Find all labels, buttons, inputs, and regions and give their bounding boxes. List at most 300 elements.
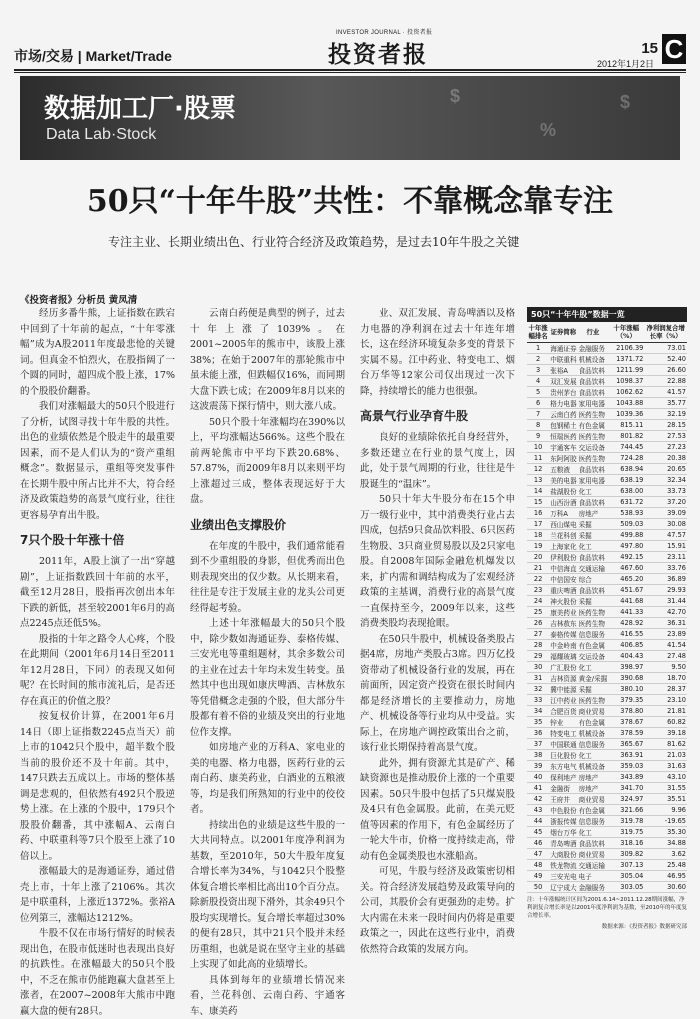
paragraph: 云南白药便是典型的例子，过去十年上涨了1039%。在2001~2005年的熊市中，该股上涨38%；在始于2007年的那轮熊市中虽未能上涨，但跌幅仅16%，而同期大盘下跌七成；在2009年8月以来的这波震荡下探行情中，则大涨八成。 (190, 306, 345, 415)
table-cell: 319.75 (608, 827, 644, 838)
table-row (527, 750, 687, 761)
table-row (527, 871, 687, 882)
table-cell: 医药生物 (578, 431, 609, 442)
table-cell: 18 (527, 530, 549, 541)
table-cell: 499.88 (608, 530, 644, 541)
table-cell: 20.65 (644, 464, 687, 475)
table-cell: 万科A (549, 508, 577, 519)
table-row (527, 673, 687, 684)
table-cell: 有色金属 (578, 420, 609, 431)
newspaper-masthead: 投资者报 (328, 36, 428, 69)
table-cell: 康美药业 (549, 607, 577, 618)
table-row (527, 442, 687, 453)
table-cell: 东阿阿胶 (549, 453, 577, 464)
table-cell: 食品饮料 (578, 838, 609, 849)
article-column-1 (20, 306, 175, 1019)
table-cell: 38 (527, 750, 549, 761)
table-row (527, 739, 687, 750)
table-row (527, 684, 687, 695)
table-cell: 化工 (578, 750, 609, 761)
table-cell: 42.70 (644, 607, 687, 618)
table-row (527, 464, 687, 475)
table-cell: 73.01 (644, 343, 687, 354)
table-cell: 中信国安 (549, 574, 577, 585)
table-cell: 家用电器 (578, 475, 609, 486)
table-row (527, 552, 687, 563)
paragraph: 50只十年大牛股分布在15个申万一级行业中，其中消费类行业占去四成，包括9只食品饮料股、6只医药生物股、3只商业贸易股以及2只家电股。自2008年国际金融危机爆发以来，扩内需和调结构成为了宏观经济政策的主基调，消费行业的高景气度一直保持至今，2009年以来，这些消费类股均表现抢眼。 (360, 492, 515, 632)
table-cell: 有色金属 (578, 805, 609, 816)
table-cell: 三安光电 (549, 871, 577, 882)
table-header-row (527, 322, 687, 343)
table-row (527, 783, 687, 794)
table-cell: 6 (527, 398, 549, 409)
table-row (527, 629, 687, 640)
table-cell: 324.97 (608, 794, 644, 805)
table-cell: 467.60 (608, 563, 644, 574)
table-row (527, 596, 687, 607)
table-row (527, 519, 687, 530)
table-cell: 东方电气 (549, 761, 577, 772)
section-heading: 7只个股十年涨十倍 (20, 531, 175, 548)
table-title: 50只“十年牛股”数据一览 (527, 307, 687, 322)
table-cell: 303.05 (608, 882, 644, 893)
table-cell: 43 (527, 805, 549, 816)
table-row (527, 607, 687, 618)
table-cell: 中金岭南 (549, 640, 577, 651)
column-header: 证券简称 (549, 322, 577, 343)
table-cell: 27 (527, 629, 549, 640)
paragraph: 业、双汇发展、青岛啤酒以及格力电器的净利润在过去十年连年增长，这在经济环境复杂多变的背景下实属不易。江中药业、特变电工、烟台万华等12家公司仅出现过一次下降，持续增长的能力也很强。 (360, 306, 515, 399)
table-cell: 378.80 (608, 706, 644, 717)
table-row (527, 530, 687, 541)
table-cell: 宇通客车 (549, 442, 577, 453)
table-cell: 12 (527, 464, 549, 475)
table-cell: 食品饮料 (578, 387, 609, 398)
table-cell: 32 (527, 684, 549, 695)
table-cell: 365.67 (608, 739, 644, 750)
table-cell: 801.82 (608, 431, 644, 442)
table-cell: 34.88 (644, 838, 687, 849)
table-cell: 2 (527, 354, 549, 365)
table-cell: 吉林资源 (549, 673, 577, 684)
table-cell: 9 (527, 431, 549, 442)
table-cell: 青岛啤酒 (549, 838, 577, 849)
table-cell: 36.89 (644, 574, 687, 585)
table-row (527, 706, 687, 717)
table-cell: 428.92 (608, 618, 644, 629)
table-cell: 17 (527, 519, 549, 530)
table-cell: 交运设备 (578, 651, 609, 662)
table-cell: 2106.39 (608, 343, 644, 354)
table-cell: 中信海直 (549, 563, 577, 574)
table-cell: 有色金属 (578, 717, 609, 728)
table-row (527, 475, 687, 486)
table-cell: 48 (527, 860, 549, 871)
table-cell: 31.63 (644, 761, 687, 772)
table-row (527, 508, 687, 519)
column-header: 行业 (578, 322, 609, 343)
paragraph: 持续出色的业绩是这些牛股的一大共同特点。以2001年度净利润为基数，至2010年，50大牛股年度复合增长率为34%，与1042只个股整体复合增长率相比高出10个百分点。除新股投资出现下滑外，其余49只个股均实现增长。复合增长率超过30%的便有28只，其中21只个股并未经历重组，也就是说在坚守主业的基础上实现了如此高的业绩增长。 (190, 818, 345, 973)
table-cell: 云南白药 (549, 409, 577, 420)
table-cell: 金融街 (549, 783, 577, 794)
table-cell: 39 (527, 761, 549, 772)
table-cell: 21.81 (644, 706, 687, 717)
table-cell: 37 (527, 739, 549, 750)
table-cell: 35.51 (644, 794, 687, 805)
table-cell: 30.60 (644, 882, 687, 893)
table-cell: 31.44 (644, 596, 687, 607)
table-cell: 13 (527, 475, 549, 486)
paragraph: 良好的业绩除依托自身经营外，多数还建立在行业的景气度上，因此，处于景气周期的行业，往往是牛股诞生的“温床”。 (360, 430, 515, 492)
table-cell: 15 (527, 497, 549, 508)
table-cell: 23 (527, 585, 549, 596)
table-cell: 31 (527, 673, 549, 684)
table-cell: 41 (527, 783, 549, 794)
table-cell: 27.48 (644, 651, 687, 662)
table-cell: 恒瑞医药 (549, 431, 577, 442)
table-cell: 海通证券 (549, 343, 577, 354)
header-rule-thin (14, 72, 686, 73)
table-cell: 1098.37 (608, 376, 644, 387)
paragraph: 在50只牛股中，机械设备类股占据4席，房地产类股占3席。四万亿投资带动了机械设备行业的发展，再在前面所，因定资产投资在很长时间内都是经济增长的主要推动力，房地产、机械设备等行业均从中受益。实际上，在房地产调控政策出台之前，该行业长期保持着高景气度。 (360, 632, 515, 756)
table-cell: 18.70 (644, 673, 687, 684)
table-cell: 5 (527, 387, 549, 398)
table-cell: 1371.72 (608, 354, 644, 365)
paragraph: 上述十年涨幅最大的50只个股中，除少数如海通证券、泰格传媒、三安光电等重组题材，其余多数公司的主业在过去十年均未发生转变。虽然其中也出现如康庆啤酒、吉林敖东等凭借概念走强的个股，但大部分牛股都有着不俗的业绩及突出的行业地位作支撑。 (190, 616, 345, 740)
header-rule (14, 69, 686, 71)
table-row (527, 717, 687, 728)
table-cell: 46.95 (644, 871, 687, 882)
table-cell: -19.65 (644, 816, 687, 827)
page-number: 15 (641, 40, 658, 57)
table-cell: 378.59 (608, 728, 644, 739)
table-cell: 398.97 (608, 662, 644, 673)
table-row (527, 387, 687, 398)
table-body (527, 343, 687, 893)
table-cell: 52.40 (644, 354, 687, 365)
table-cell: 815.11 (608, 420, 644, 431)
table-cell: 医药生物 (578, 409, 609, 420)
table-cell: 医药生物 (578, 607, 609, 618)
table-cell: 41.54 (644, 640, 687, 651)
table-cell: 锌业 (549, 717, 577, 728)
issue-date: 2012年1月2日 (597, 57, 654, 70)
table-cell: 机械设备 (578, 354, 609, 365)
table-cell: 化工 (578, 662, 609, 673)
table-row (527, 794, 687, 805)
table-cell: 中国联通 (549, 739, 577, 750)
table-cell: 724.28 (608, 453, 644, 464)
table-row (527, 574, 687, 585)
table-cell: 1 (527, 343, 549, 354)
paragraph: 50只个股十年涨幅均在390%以上，平均涨幅达566%。这些个股在前两轮熊市中平均下跌20.68%、57.87%，而2009年8月以来则平均上涨超过三成，整体表现远好于大盘。 (190, 415, 345, 508)
table-cell: 30.08 (644, 519, 687, 530)
table-cell: 综合 (578, 574, 609, 585)
table-row (527, 695, 687, 706)
table-cell: 格力电器 (549, 398, 577, 409)
paragraph: 股指的十年之路令人心疼，个股在此期间（2001年6月14日至2011年12月28日，下同）的表现又如何呢？在长时间的熊市流礼后，是否还存在真正的价值之股？ (20, 632, 175, 710)
table-cell: 40 (527, 772, 549, 783)
table-row (527, 585, 687, 596)
table-cell: 泰格传媒 (549, 629, 577, 640)
table-cell: 14 (527, 486, 549, 497)
table-cell: 305.04 (608, 871, 644, 882)
table-cell: 8 (527, 420, 549, 431)
table-cell: 81.62 (644, 739, 687, 750)
table-row (527, 420, 687, 431)
table-row (527, 541, 687, 552)
table-row (527, 849, 687, 860)
table-cell: 采掘 (578, 596, 609, 607)
table-cell: 35.77 (644, 398, 687, 409)
table-cell: 商业贸易 (578, 794, 609, 805)
table-cell: 保利地产 (549, 772, 577, 783)
table-cell: 33.76 (644, 563, 687, 574)
table-cell: 32.19 (644, 409, 687, 420)
table-cell: 638.00 (608, 486, 644, 497)
table-cell: 28.15 (644, 420, 687, 431)
table-cell: 25 (527, 607, 549, 618)
table-cell: 25.48 (644, 860, 687, 871)
table-cell: 3 (527, 365, 549, 376)
table-cell: 浙报传媒 (549, 816, 577, 827)
paragraph: 我们对涨幅最大的50只个股进行了分析，试图寻找十年牛股的共性。出色的业绩依然是个股走牛的最重要因素，而不是人们认为的“资产重组概念”。数据显示，重组等突发事件在长期牛股中所占比并不大，符合经济及政策趋势的高景气度行业，往往更容易孕育出牛股。 (20, 399, 175, 523)
table-cell: 39.09 (644, 508, 687, 519)
table-cell: 492.15 (608, 552, 644, 563)
table-cell: 27.23 (644, 442, 687, 453)
table-cell: 22.88 (644, 376, 687, 387)
stocks-table (527, 322, 687, 893)
table-cell: 28.37 (644, 684, 687, 695)
table-cell: 广汇股份 (549, 662, 577, 673)
table-cell: 35 (527, 717, 549, 728)
table-cell: 27.53 (644, 431, 687, 442)
table-cell: 房地产 (578, 508, 609, 519)
table-cell: 321.66 (608, 805, 644, 816)
table-cell: 538.93 (608, 508, 644, 519)
banner-subtitle: Data Lab·Stock (46, 126, 156, 144)
table-row (527, 376, 687, 387)
table-cell: 大商股份 (549, 849, 577, 860)
table-cell: 416.55 (608, 629, 644, 640)
table-cell: 交通运输 (578, 860, 609, 871)
article-headline: 50只“十年牛股”共性：不靠概念靠专注 (0, 176, 700, 220)
table-cell: 食品饮料 (578, 464, 609, 475)
table-cell: 441.68 (608, 596, 644, 607)
table-source: 数据来源：《投资者报》数据研究部 (527, 923, 687, 931)
table-cell: 吉林敖东 (549, 618, 577, 629)
table-cell: 465.20 (608, 574, 644, 585)
column-banner (20, 76, 680, 160)
table-note: 注：十年涨幅统计区间为2001.6.14~2011.12.28期间涨幅，净利润复合增长率是以2001年度净利润为基数，至2010年的年度复合增长率。 (527, 896, 687, 920)
table-cell: 烟台万华 (549, 827, 577, 838)
table-cell: 家用电器 (578, 398, 609, 409)
table-cell: 五粮液 (549, 464, 577, 475)
table-cell: 359.03 (608, 761, 644, 772)
table-cell: 29 (527, 651, 549, 662)
table-cell: 26.60 (644, 365, 687, 376)
table-row (527, 497, 687, 508)
table-cell: 重庆啤酒 (549, 585, 577, 596)
table-cell: 合肥百货 (549, 706, 577, 717)
table-cell: 32.34 (644, 475, 687, 486)
dollar-sign-icon: $ (450, 86, 460, 107)
table-row (527, 805, 687, 816)
table-cell: 45 (527, 827, 549, 838)
table-cell: 包钢稀土 (549, 420, 577, 431)
table-row (527, 431, 687, 442)
table-row (527, 563, 687, 574)
table-cell: 11 (527, 453, 549, 464)
table-cell: 金融服务 (578, 343, 609, 354)
paragraph: 在年度的牛股中，我们通常能看到不少重组股的身影，但优秀而出色则表现突出的仅少数。从长期来看，往往是专注于发展主业的龙头公司更经得起考验。 (190, 539, 345, 617)
paragraph: 2011年，A股上演了一出“穿越剧”，上证指数跌回十年前的水平，截至12月28日，股指再次创出本年下跌的新低，甚至较2001年6月的高点2245点还低5%。 (20, 554, 175, 632)
table-cell: 采掘 (578, 519, 609, 530)
table-cell: 26 (527, 618, 549, 629)
table-cell: 35.30 (644, 827, 687, 838)
table-cell: 王府井 (549, 794, 577, 805)
table-cell: 交通运输 (578, 563, 609, 574)
table-row (527, 640, 687, 651)
table-cell: 福耀玻璃 (549, 651, 577, 662)
table-cell: 744.45 (608, 442, 644, 453)
table-cell: 638.94 (608, 464, 644, 475)
table-row (527, 365, 687, 376)
table-cell: 房地产 (578, 783, 609, 794)
table-row (527, 651, 687, 662)
table-cell: 美的电器 (549, 475, 577, 486)
table-cell: 信息服务 (578, 816, 609, 827)
table-cell: 西山煤电 (549, 519, 577, 530)
table-cell: 43.10 (644, 772, 687, 783)
table-cell: 631.72 (608, 497, 644, 508)
table-row (527, 453, 687, 464)
section-label: 市场/交易 | Market/Trade (14, 46, 172, 66)
table-cell: 307.13 (608, 860, 644, 871)
table-cell: 黄金/采掘 (578, 673, 609, 684)
table-cell: 19 (527, 541, 549, 552)
table-cell: 23.11 (644, 552, 687, 563)
column-header: 净利润复合增长率（%） (644, 322, 687, 343)
table-row (527, 343, 687, 354)
column-header: 十年涨幅排名 (527, 322, 549, 343)
table-cell: 医药生物 (578, 618, 609, 629)
table-cell: 机械设备 (578, 728, 609, 739)
table-cell: 1043.88 (608, 398, 644, 409)
article-byline: 《投资者报》分析员 黄凤清 (20, 292, 137, 306)
table-cell: 21.03 (644, 750, 687, 761)
table-cell: 中色股份 (549, 805, 577, 816)
table-cell: 1062.62 (608, 387, 644, 398)
table-cell: 44 (527, 816, 549, 827)
table-cell: 神火股份 (549, 596, 577, 607)
table-cell: 22 (527, 574, 549, 585)
paragraph: 经历多番牛熊，上证指数在跌宕中回到了十年前的起点，“十年零涨幅”成为A股2011年度最悲怆的关键词。但真金不怕烈火，在股指阔了一个圆的同时，超四成个股上涨，17%的个股股价翻番。 (20, 306, 175, 399)
table-cell: 36 (527, 728, 549, 739)
brand-subtitle: INVESTOR JOURNAL · 投资者报 (336, 27, 432, 36)
table-cell: 23.89 (644, 629, 687, 640)
table-cell: 医药生物 (578, 453, 609, 464)
table-cell: 42 (527, 794, 549, 805)
table-cell: 特变电工 (549, 728, 577, 739)
table-cell: 盐湖股份 (549, 486, 577, 497)
table-cell: 商业贸易 (578, 706, 609, 717)
table-cell: 1211.99 (608, 365, 644, 376)
table-cell: 451.67 (608, 585, 644, 596)
table-cell: 20 (527, 552, 549, 563)
section-heading: 业绩出色支撑股价 (190, 516, 345, 533)
table-row (527, 728, 687, 739)
table-row (527, 827, 687, 838)
table-cell: 30 (527, 662, 549, 673)
table-cell: 3.62 (644, 849, 687, 860)
table-cell: 7 (527, 409, 549, 420)
table-cell: 冀中能源 (549, 684, 577, 695)
table-row (527, 772, 687, 783)
table-cell: 41.57 (644, 387, 687, 398)
table-cell: 10 (527, 442, 549, 453)
table-row (527, 486, 687, 497)
table-cell: 9.96 (644, 805, 687, 816)
table-cell: 化工 (578, 486, 609, 497)
table-cell: 山西汾酒 (549, 497, 577, 508)
table-cell: 伊利股份 (549, 552, 577, 563)
page-header (14, 0, 686, 70)
table-row (527, 618, 687, 629)
table-cell: 60.82 (644, 717, 687, 728)
table-cell: 319.78 (608, 816, 644, 827)
table-cell: 化工 (578, 827, 609, 838)
dollar-sign-icon: $ (620, 92, 630, 113)
table-cell: 318.16 (608, 838, 644, 849)
table-cell: 379.35 (608, 695, 644, 706)
table-cell: 采掘 (578, 684, 609, 695)
table-cell: 1039.36 (608, 409, 644, 420)
table-cell: 金融服务 (578, 882, 609, 893)
table-cell: 江中药业 (549, 695, 577, 706)
table-cell: 电子 (578, 871, 609, 882)
table-row (527, 354, 687, 365)
paragraph: 可见，牛股与经济及政策密切相关。符合经济发展趋势及政策导向的公司，其股价会有更强劲的走势。扩大内需在未来一段时间内仍将是重要政策之一，因此在这些行业中，消费依然符合政策的发展方向。 (360, 864, 515, 957)
article-subheadline: 专注主业、长期业绩出色、行业符合经济及政策趋势，是过去10年牛股之关键 (108, 233, 519, 250)
table-row (527, 409, 687, 420)
table-cell: 食品饮料 (578, 552, 609, 563)
table-cell: 37.20 (644, 497, 687, 508)
paragraph: 此外，拥有资源尤其是矿产、稀缺资源也是推动股价上涨的一个重要因素。50只牛股中包括了5只煤炭股及4只有色金属股。此前，在美元贬值等因素的作用下，有色金属经历了一轮大牛市，价格一度持续走高，带动有色金属类股也水涨船高。 (360, 756, 515, 865)
table-cell: 医药生物 (578, 695, 609, 706)
table-cell: 36.31 (644, 618, 687, 629)
table-cell: 509.03 (608, 519, 644, 530)
data-table-box (527, 307, 687, 931)
table-cell: 39.18 (644, 728, 687, 739)
table-cell: 4 (527, 376, 549, 387)
table-cell: 张裕A (549, 365, 577, 376)
table-cell: 31.55 (644, 783, 687, 794)
table-cell: 50 (527, 882, 549, 893)
page-letter-badge: C (662, 34, 686, 64)
table-cell: 16 (527, 508, 549, 519)
table-cell: 47 (527, 849, 549, 860)
table-cell: 28 (527, 640, 549, 651)
table-cell: 15.91 (644, 541, 687, 552)
table-cell: 309.82 (608, 849, 644, 860)
column-header: 十年涨幅（%） (608, 322, 644, 343)
table-cell: 机械设备 (578, 761, 609, 772)
table-cell: 有色金属 (578, 640, 609, 651)
section-heading: 高景气行业孕育牛股 (360, 407, 515, 424)
table-cell: 巨化股份 (549, 750, 577, 761)
paragraph: 涨幅最大的是海通证券，通过借壳上市，十年上涨了2106%。其次是中联重科，上涨近1372%。张裕A位列第三，涨幅达1212%。 (20, 864, 175, 926)
